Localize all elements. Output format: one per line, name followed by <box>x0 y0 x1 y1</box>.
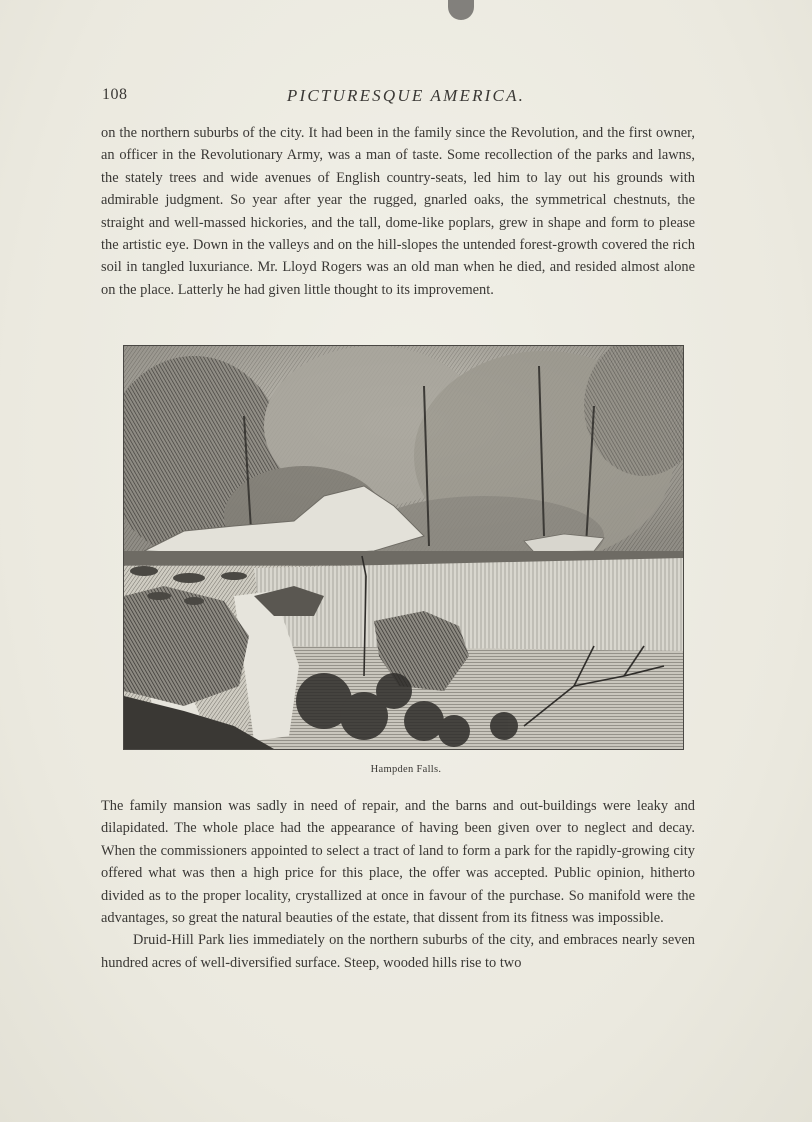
page-number: 108 <box>102 86 128 103</box>
running-title: PICTURESQUE AMERICA. <box>286 86 526 105</box>
body-text-bottom <box>101 795 695 974</box>
paragraph-druid-hill: Druid-Hill Park lies immediately on the northern suburbs of the city, and embraces nearly seven hundred acres of well-diversified surface. Steep, wooded hills rise to two <box>101 932 695 971</box>
running-head <box>0 86 812 110</box>
waterfall-engraving-image <box>124 346 683 749</box>
paragraph-mansion: The family mansion was sadly in need of repair, and the barns and out-buildings were leaky and dilapidated. The whole place had the appearance of having been given over to neglect and decay. When the commissioners appointed to select a tract of land to form a park for the rapidly-growing city offered what was then a high price for this place, the offer was accepted. Public opinion, hitherto divided as to the proper locality, crystallized at once in favour of the purchase. So manifold were the advantages, so great the natural beauties of the estate, that dissent from its fitness was impossible. <box>101 798 695 927</box>
body-text-top <box>101 122 695 301</box>
paragraph-continued: on the northern suburbs of the city. It had been in the family since the Revolution, and the first owner, an officer in the Revolutionary Army, was a man of taste. Some recollection of the parks and lawns, the stately trees and wide avenues of English country-seats, led him to lay out his grounds with admirable judgment. So year after year the rugged, gnarled oaks, the symmetrical chestnuts, the straight and well-massed hickories, and the tall, dome-like poplars, grew in shape and form to please the artistic eye. Down in the valleys and on the hill-slopes the untended forest-growth covered the rich soil in tangled luxuriance. Mr. Lloyd Rogers was an old man when he died, and resided almost alone on the place. Latterly he had given little thought to its improvement. <box>101 125 695 298</box>
engraving-illustration <box>123 345 684 750</box>
binding-hole-mark <box>448 0 474 20</box>
figure-caption: Hampden Falls. <box>370 764 442 775</box>
